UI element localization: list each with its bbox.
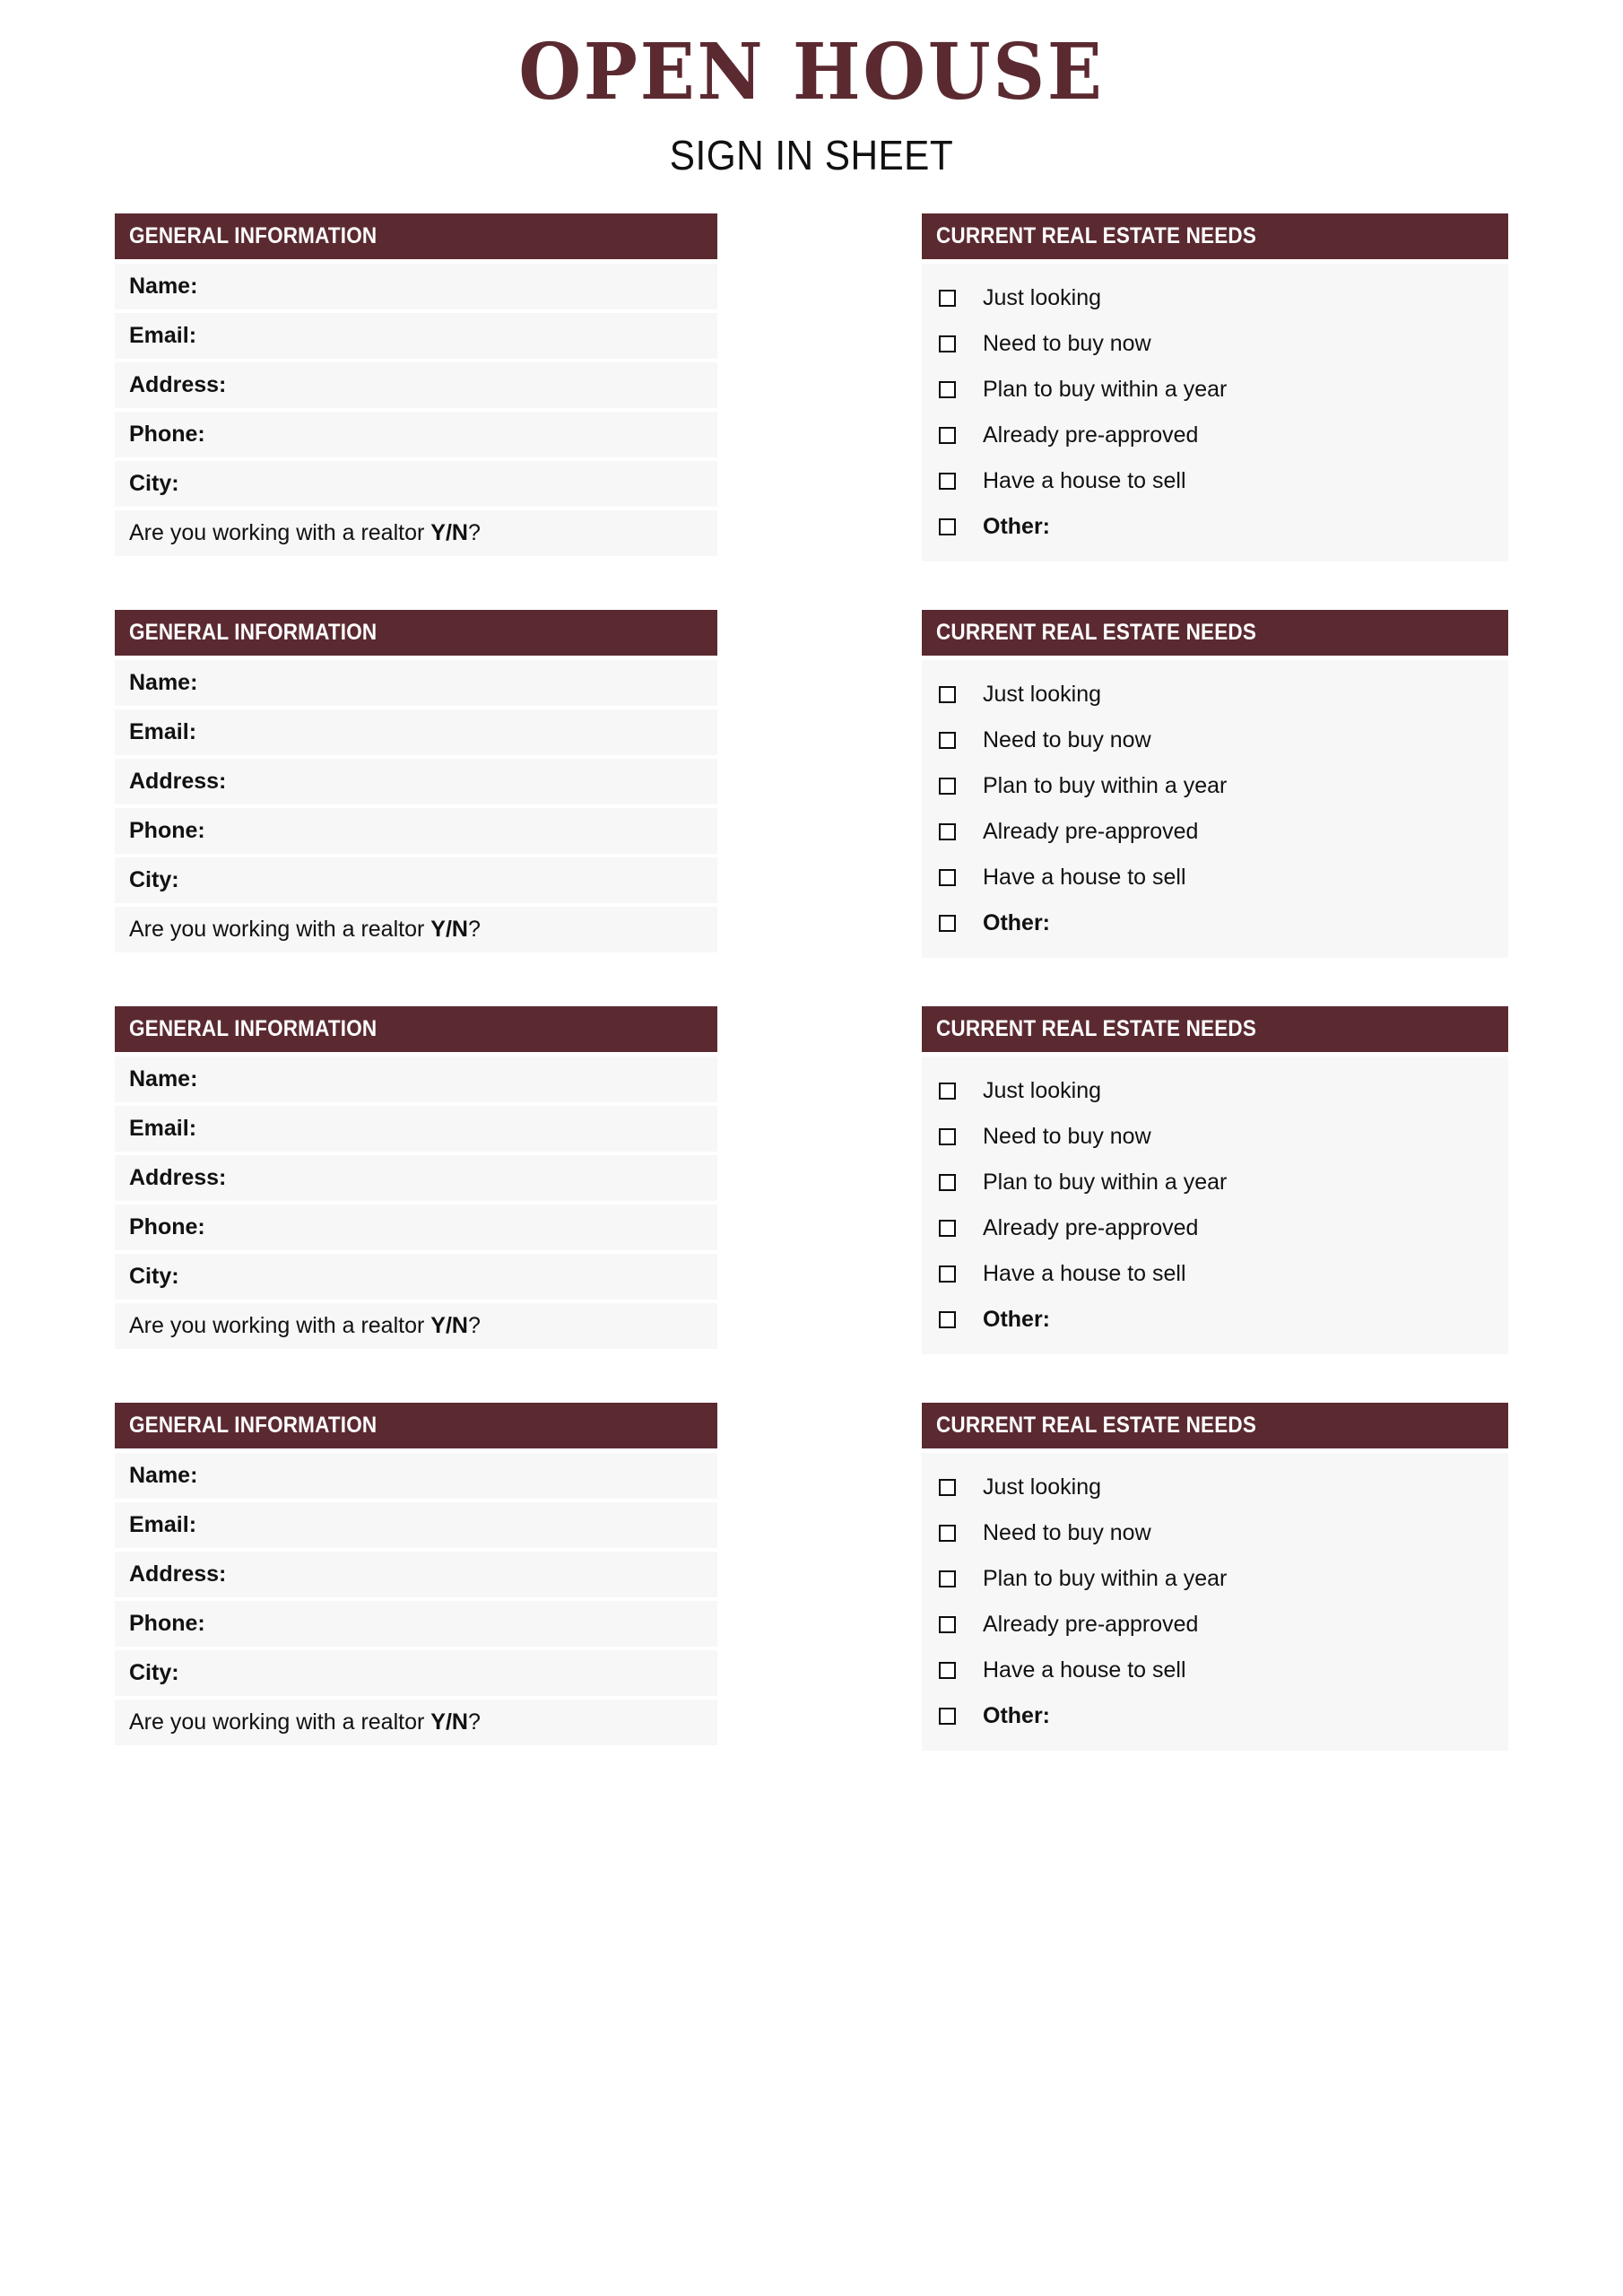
field-row[interactable] (115, 1700, 717, 1745)
field-label: City: (129, 1660, 179, 1685)
real-estate-needs-header-label: CURRENT REAL ESTATE NEEDS (936, 1413, 1257, 1438)
checkbox-option-label: Just looking (983, 285, 1102, 310)
checkbox-icon[interactable] (939, 1708, 956, 1725)
checkbox-option[interactable] (936, 763, 1494, 809)
checkbox-icon[interactable] (939, 381, 956, 398)
field-row[interactable] (115, 808, 717, 854)
real-estate-needs-panel (922, 213, 1508, 561)
checkbox-option-label: Already pre-approved (983, 1612, 1199, 1637)
checkbox-icon[interactable] (939, 1570, 956, 1587)
real-estate-needs-option-list (922, 1057, 1508, 1354)
checkbox-option[interactable] (936, 855, 1494, 900)
general-information-header (115, 213, 717, 259)
field-row[interactable] (115, 510, 717, 556)
real-estate-needs-option-list (922, 660, 1508, 958)
field-row[interactable] (115, 1106, 717, 1152)
field-label-emphasis: Y/N (430, 917, 468, 942)
checkbox-option-label: Need to buy now (983, 331, 1151, 356)
entry-blocks-container (115, 213, 1508, 1751)
field-label: Address: (129, 372, 227, 397)
checkbox-icon[interactable] (939, 1083, 956, 1100)
field-row[interactable] (115, 1254, 717, 1300)
general-information-header (115, 1006, 717, 1052)
checkbox-icon[interactable] (939, 1128, 956, 1145)
checkbox-option[interactable] (936, 1205, 1494, 1251)
checkbox-icon[interactable] (939, 1616, 956, 1633)
field-row[interactable] (115, 1205, 717, 1250)
checkbox-option[interactable] (936, 718, 1494, 763)
field-label: Email: (129, 719, 197, 744)
field-row[interactable] (115, 1303, 717, 1349)
checkbox-icon[interactable] (939, 1265, 956, 1283)
checkbox-option-label: Other: (983, 514, 1050, 539)
field-label: Address: (129, 1165, 227, 1190)
field-row[interactable] (115, 709, 717, 755)
field-label: Phone: (129, 818, 205, 843)
checkbox-option[interactable] (936, 367, 1494, 413)
general-information-field-list (115, 1453, 717, 1745)
field-label: City: (129, 867, 179, 892)
checkbox-option[interactable] (936, 1693, 1494, 1739)
checkbox-icon[interactable] (939, 1174, 956, 1191)
field-label: Are you working with a realtor Y/N? (129, 1709, 481, 1735)
checkbox-option-label: Plan to buy within a year (983, 1170, 1228, 1195)
real-estate-needs-panel (922, 1006, 1508, 1354)
checkbox-icon[interactable] (939, 869, 956, 886)
checkbox-option-label: Plan to buy within a year (983, 1566, 1228, 1591)
real-estate-needs-panel (922, 610, 1508, 958)
checkbox-option[interactable] (936, 458, 1494, 504)
real-estate-needs-panel (922, 1403, 1508, 1751)
field-label: Phone: (129, 1611, 205, 1636)
checkbox-icon[interactable] (939, 473, 956, 490)
checkbox-option[interactable] (936, 672, 1494, 718)
checkbox-option[interactable] (936, 1465, 1494, 1510)
field-row[interactable] (115, 1552, 717, 1597)
field-row[interactable] (115, 1601, 717, 1647)
checkbox-option-label: Already pre-approved (983, 422, 1199, 448)
general-information-panel (115, 1403, 717, 1751)
entry-block (115, 213, 1508, 561)
general-information-field-list (115, 660, 717, 952)
real-estate-needs-header-label: CURRENT REAL ESTATE NEEDS (936, 620, 1257, 645)
checkbox-option-label: Plan to buy within a year (983, 773, 1228, 798)
checkbox-icon[interactable] (939, 1479, 956, 1496)
field-row[interactable] (115, 264, 717, 309)
checkbox-icon[interactable] (939, 335, 956, 352)
checkbox-icon[interactable] (939, 518, 956, 535)
checkbox-option[interactable] (936, 275, 1494, 321)
field-label: Email: (129, 1512, 197, 1537)
real-estate-needs-option-list (922, 264, 1508, 561)
field-label: Are you working with a realtor Y/N? (129, 917, 481, 942)
checkbox-option[interactable] (936, 321, 1494, 367)
checkbox-option-label: Need to buy now (983, 1520, 1151, 1545)
field-label-emphasis: Y/N (430, 520, 468, 545)
field-row[interactable] (115, 412, 717, 457)
checkbox-option-label: Have a house to sell (983, 1657, 1186, 1683)
checkbox-option-label: Just looking (983, 1474, 1102, 1500)
checkbox-option[interactable] (936, 1510, 1494, 1556)
checkbox-option[interactable] (936, 1297, 1494, 1343)
real-estate-needs-header (922, 1006, 1508, 1052)
checkbox-option-label: Plan to buy within a year (983, 377, 1228, 402)
real-estate-needs-header-label: CURRENT REAL ESTATE NEEDS (936, 1016, 1257, 1041)
general-information-panel (115, 610, 717, 958)
checkbox-icon[interactable] (939, 732, 956, 749)
checkbox-option[interactable] (936, 1648, 1494, 1693)
checkbox-icon[interactable] (939, 1311, 956, 1328)
checkbox-option[interactable] (936, 1068, 1494, 1114)
checkbox-option[interactable] (936, 1556, 1494, 1602)
checkbox-icon[interactable] (939, 1525, 956, 1542)
page-subtitle: SIGN IN SHEET (669, 132, 954, 178)
entry-block (115, 1006, 1508, 1354)
field-row[interactable] (115, 1453, 717, 1499)
field-label-emphasis: Y/N (430, 1709, 468, 1735)
checkbox-option-label: Other: (983, 1307, 1050, 1332)
checkbox-option-label: Have a house to sell (983, 865, 1186, 890)
document-header (115, 0, 1508, 176)
field-row[interactable] (115, 1057, 717, 1102)
checkbox-option-label: Need to buy now (983, 1124, 1151, 1149)
checkbox-icon[interactable] (939, 290, 956, 307)
checkbox-icon[interactable] (939, 1662, 956, 1679)
entry-block (115, 610, 1508, 958)
field-label: Name: (129, 274, 198, 299)
field-label: City: (129, 471, 179, 496)
field-label: Phone: (129, 422, 205, 447)
checkbox-option[interactable] (936, 413, 1494, 458)
checkbox-option[interactable] (936, 504, 1494, 550)
checkbox-option[interactable] (936, 1114, 1494, 1160)
field-label: Address: (129, 1561, 227, 1587)
general-information-header (115, 1403, 717, 1448)
checkbox-option[interactable] (936, 1602, 1494, 1648)
general-information-header-label: GENERAL INFORMATION (129, 1413, 378, 1438)
checkbox-option-label: Already pre-approved (983, 1215, 1199, 1240)
field-row[interactable] (115, 1502, 717, 1548)
general-information-header (115, 610, 717, 656)
checkbox-option-label: Other: (983, 910, 1050, 935)
checkbox-icon[interactable] (939, 823, 956, 840)
field-label: Address: (129, 769, 227, 794)
field-row[interactable] (115, 907, 717, 952)
page-title: OPEN HOUSE (518, 27, 1105, 117)
checkbox-option-label: Have a house to sell (983, 468, 1186, 493)
real-estate-needs-header-label: CURRENT REAL ESTATE NEEDS (936, 223, 1257, 248)
checkbox-option-label: Need to buy now (983, 727, 1151, 752)
general-information-header-label: GENERAL INFORMATION (129, 223, 378, 248)
field-label: Are you working with a realtor Y/N? (129, 520, 481, 545)
checkbox-option[interactable] (936, 1160, 1494, 1205)
real-estate-needs-option-list (922, 1453, 1508, 1751)
checkbox-option-label: Just looking (983, 1078, 1102, 1103)
field-row[interactable] (115, 759, 717, 804)
checkbox-option-label: Other: (983, 1703, 1050, 1728)
checkbox-icon[interactable] (939, 686, 956, 703)
field-label: Are you working with a realtor Y/N? (129, 1313, 481, 1338)
field-row[interactable] (115, 660, 717, 706)
checkbox-option-label: Just looking (983, 682, 1102, 707)
field-label: City: (129, 1264, 179, 1289)
general-information-field-list (115, 1057, 717, 1349)
field-row[interactable] (115, 461, 717, 507)
checkbox-option-label: Have a house to sell (983, 1261, 1186, 1286)
checkbox-option[interactable] (936, 809, 1494, 855)
field-row[interactable] (115, 1155, 717, 1201)
entry-block (115, 1403, 1508, 1751)
general-information-panel (115, 213, 717, 561)
field-row[interactable] (115, 857, 717, 903)
general-information-panel (115, 1006, 717, 1354)
checkbox-icon[interactable] (939, 915, 956, 932)
checkbox-option[interactable] (936, 1251, 1494, 1297)
field-label: Phone: (129, 1214, 205, 1239)
general-information-header-label: GENERAL INFORMATION (129, 1016, 378, 1041)
checkbox-option-label: Already pre-approved (983, 819, 1199, 844)
field-label: Email: (129, 323, 197, 348)
field-label-emphasis: Y/N (430, 1313, 468, 1338)
checkbox-icon[interactable] (939, 427, 956, 444)
field-label: Name: (129, 1463, 198, 1488)
field-row[interactable] (115, 313, 717, 359)
field-row[interactable] (115, 362, 717, 408)
general-information-field-list (115, 264, 717, 556)
field-label: Name: (129, 670, 198, 695)
general-information-header-label: GENERAL INFORMATION (129, 620, 378, 645)
real-estate-needs-header (922, 610, 1508, 656)
field-label: Name: (129, 1066, 198, 1091)
field-label: Email: (129, 1116, 197, 1141)
real-estate-needs-header (922, 213, 1508, 259)
real-estate-needs-header (922, 1403, 1508, 1448)
checkbox-icon[interactable] (939, 1220, 956, 1237)
checkbox-icon[interactable] (939, 778, 956, 795)
checkbox-option[interactable] (936, 900, 1494, 946)
field-row[interactable] (115, 1650, 717, 1696)
